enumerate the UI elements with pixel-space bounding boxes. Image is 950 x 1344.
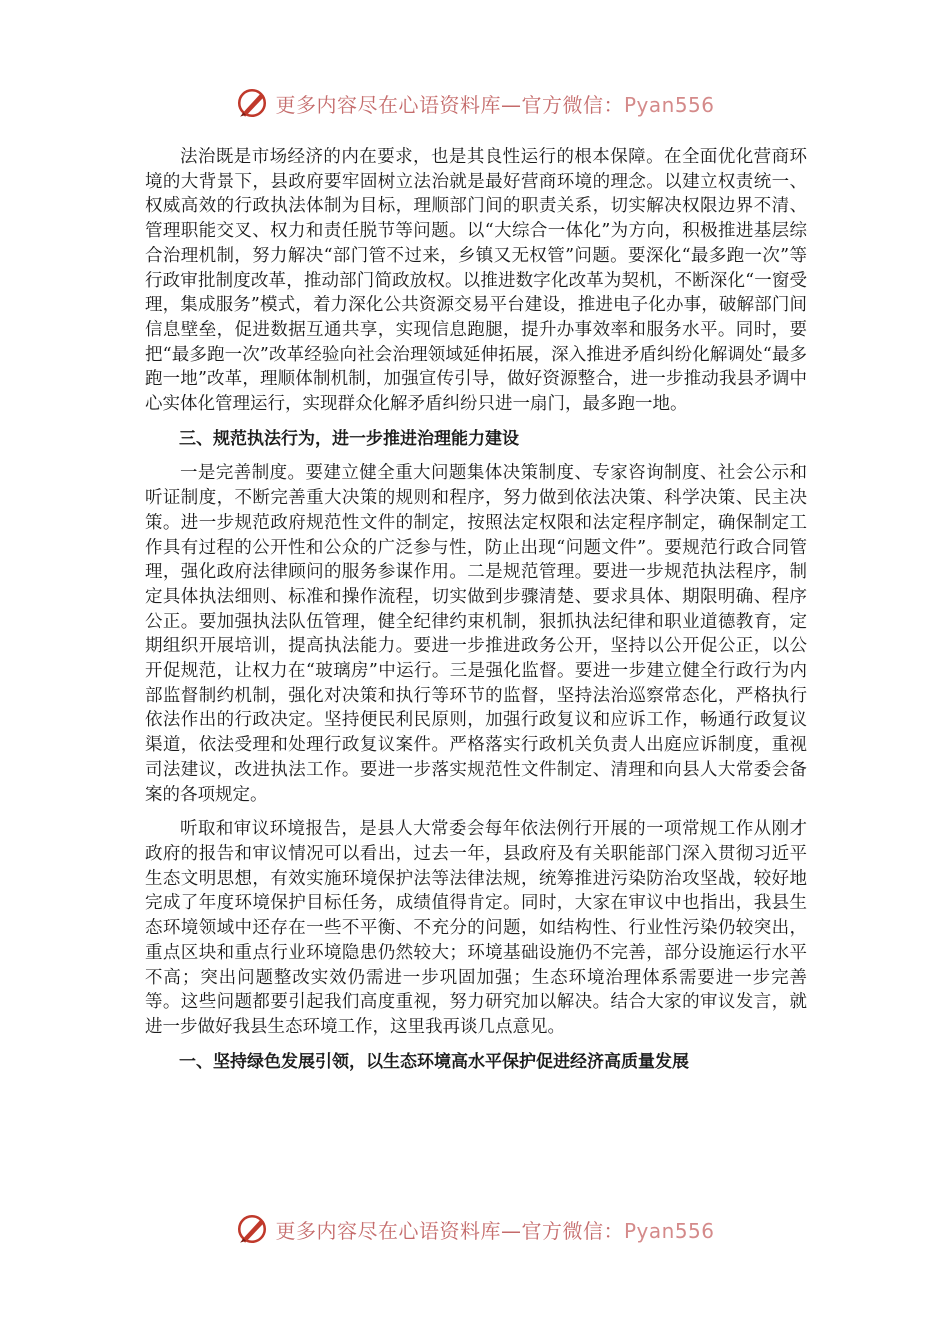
wechat-id: Pyan556	[623, 1218, 715, 1243]
paragraph-environment-report: 听取和审议环境报告，是县人大常委会每年依法例行开展的一项常规工作从刚才政府的报告和审议情况可以看出，过去一年，县政府及有关职能部门深入贯彻习近平生态文明思想，有效实施环境保护法等法律法规，统筹推进污染防治攻坚战，较好地完成了年度环境保护目标任务，成绩值得肯定。同时，大家在审议中也指出，我县生态环境领域中还存在一些不平衡、不充分的问题，如结构性、行业性污染仍较突出，重点区块和重点行业环境隐患仍然较大；环境基础设施仍不完善，部分设施运行水平不高；突出问题整改实效仍需进一步巩固加强；生态环境治理体系需要进一步完善等。这些问题都要引起我们高度重视，努力研究加以解决。结合大家的审议发言，就进一步做好我县生态环境工作，这里我再谈几点意见。	[145, 819, 807, 1037]
banner-label: 更多内容尽在心语资料库—官方微信：	[275, 92, 624, 117]
wechat-id: Pyan556	[623, 92, 715, 117]
banner-text	[275, 1215, 714, 1244]
document-body	[145, 145, 807, 1084]
header-banner	[0, 86, 950, 120]
pen-logo-icon	[235, 86, 269, 120]
footer-banner	[0, 1212, 950, 1246]
section-heading-1: 一、坚持绿色发展引领，以生态环境高水平保护促进经济高质量发展	[179, 1051, 689, 1072]
paragraph-rule-of-law: 法治既是市场经济的内在要求，也是其良性运行的根本保障。在全面优化营商环境的大背景下，县政府要牢固树立法治就是最好营商环境的理念。以建立权责统一、权威高效的行政执法体制为目标，理顺部门间的职责关系，切实解决权限边界不清、管理职能交叉、权力和责任脱节等问题。以“大综合一体化”为方向，积极推进基层综合治理机制，努力解决“部门管不过来，乡镇又无权管”问题。要深化“最多跑一次”等行政审批制度改革，推动部门简政放权。以推进数字化改革为契机，不断深化“一窗受理，集成服务”模式，着力深化公共资源交易平台建设，推进电子化办事，破解部门间信息壁垒，促进数据互通共享，实现信息跑腿，提升办事效率和服务水平。同时，要把“最多跑一次”改革经验向社会治理领域延伸拓展，深入推进矛盾纠纷化解调处“最多跑一地”改革，理顺体制机制，加强宣传引导，做好资源整合，进一步推动我县矛调中心实体化管理运行，实现群众化解矛盾纠纷只进一扇门，最多跑一地。	[145, 147, 807, 415]
banner-text	[275, 89, 714, 118]
pen-logo-icon	[235, 1212, 269, 1246]
banner-label: 更多内容尽在心语资料库—官方微信：	[275, 1218, 624, 1243]
paragraph-standardize: 一是完善制度。要建立健全重大问题集体决策制度、专家咨询制度、社会公示和听证制度，不断完善重大决策的规则和程序，努力做到依法决策、科学决策、民主决策。进一步规范政府规范性文件的制定，按照法定权限和法定程序制定，确保制定工作具有过程的公开性和公众的广泛参与性，防止出现“问题文件”。要规范行政合同管理，强化政府法律顾问的服务参谋作用。二是规范管理。要进一步规范执法程序，制定具体执法细则、标准和操作流程，切实做到步骤清楚、要求具体、期限明确、程序公正。要加强执法队伍管理，健全纪律约束机制，狠抓执法纪律和职业道德教育，定期组织开展培训，提高执法能力。要进一步推进政务公开，坚持以公开促公正，以公开促规范，让权力在“玻璃房”中运行。三是强化监督。要进一步建立健全行政行为内部监督制约机制，强化对决策和执行等环节的监督，坚持法治巡察常态化，严格执行依法作出的行政决定。坚持便民利民原则，加强行政复议和应诉工作，畅通行政复议渠道，依法受理和处理行政复议案件。严格落实行政机关负责人出庭应诉制度，重视司法建议，改进执法工作。要进一步落实规范性文件制定、清理和向县人大常委会备案的各项规定。	[145, 463, 807, 805]
section-heading-3: 三、规范执法行为，进一步推进治理能力建设	[179, 428, 519, 449]
